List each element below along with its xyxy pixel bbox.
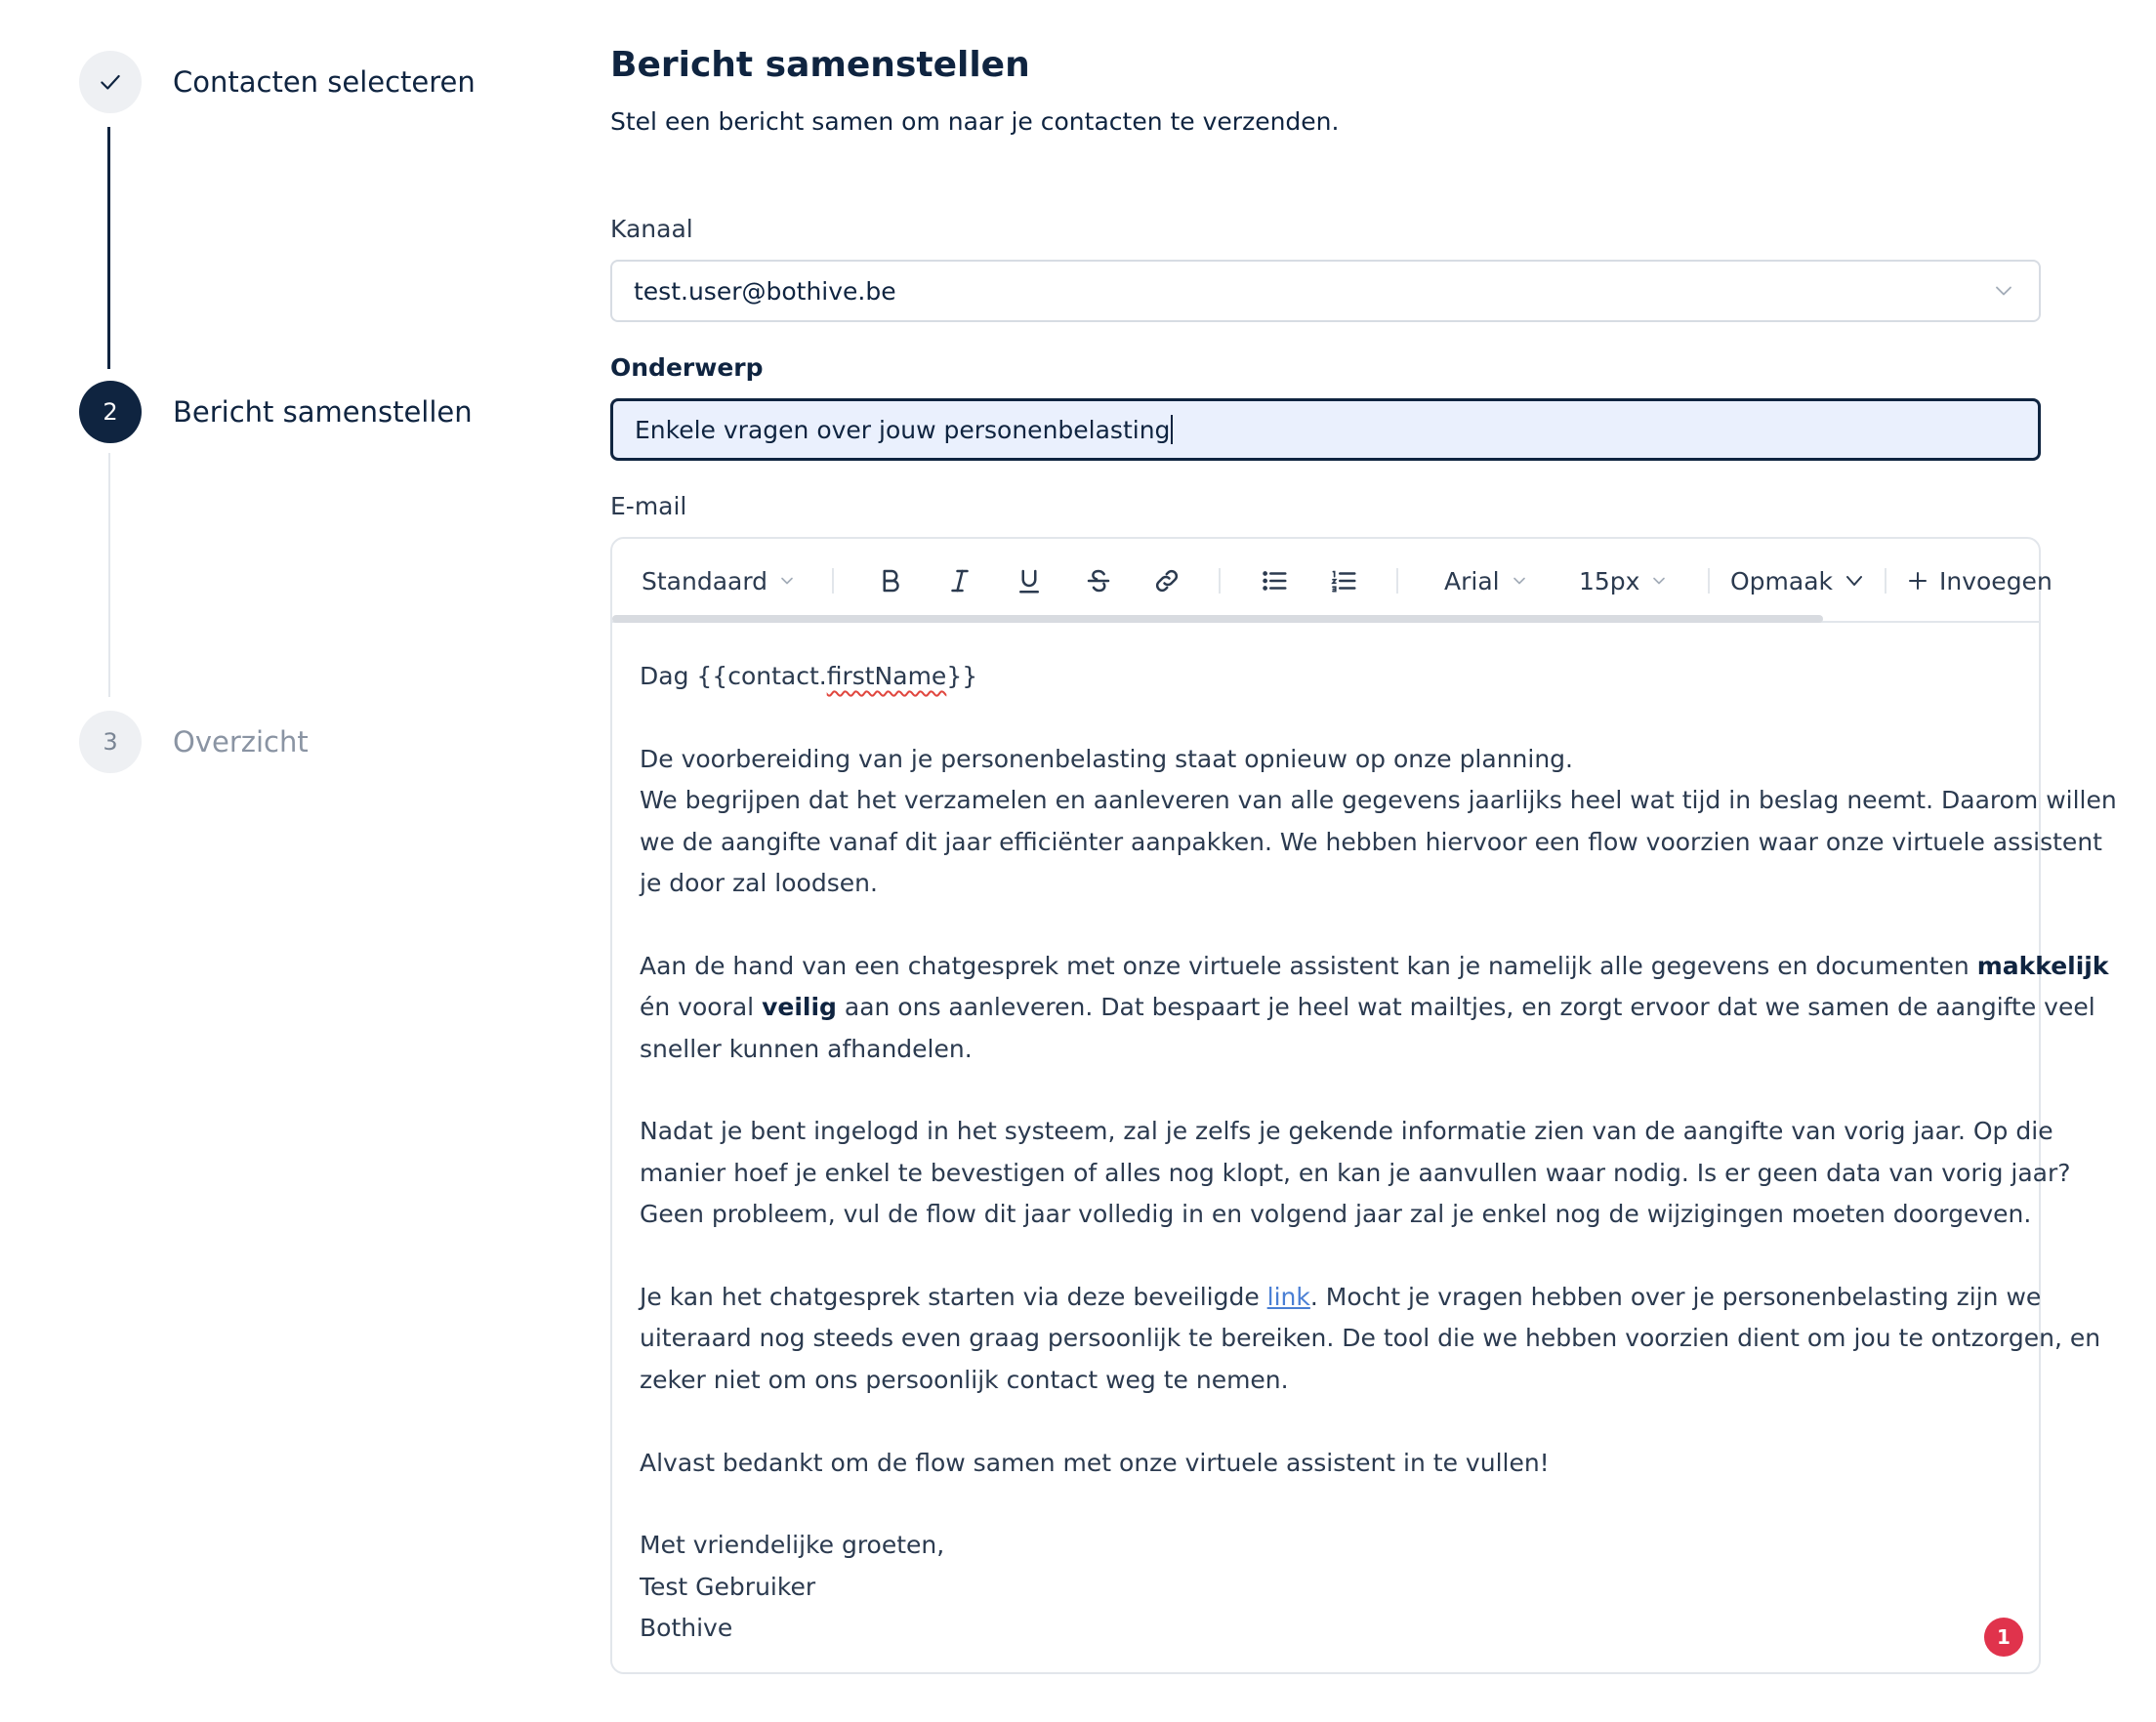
- channel-label: Kanaal: [610, 215, 693, 243]
- subject-input-value: Enkele vragen over jouw personenbelasting: [635, 415, 1171, 444]
- bullet-list-button[interactable]: [1259, 539, 1290, 623]
- editor-toolbar: [612, 539, 2052, 623]
- spelling-error-word: firstName: [826, 662, 947, 690]
- email-greeting: Dag {{contact.firstName}}: [640, 662, 978, 690]
- channel-select-value: test.user@bothive.be: [634, 276, 896, 306]
- email-editor[interactable]: [610, 537, 2117, 1674]
- toolbar-divider: [1396, 568, 1398, 594]
- chevron-down-icon: [1510, 571, 1529, 591]
- step-3-indicator: 3: [79, 711, 142, 773]
- toolbar-divider: [832, 568, 834, 594]
- font-family-value: Arial: [1444, 566, 1500, 595]
- font-size-value: 15px: [1579, 566, 1640, 595]
- email-paragraph-line: én vooral veilig aan ons aanleveren. Dat bespaart je heel wat mailtjes, en zorgt ervoor dat we samen de aangifte veel: [640, 993, 2095, 1022]
- step-3-label: Overzicht: [173, 725, 309, 758]
- stepper: [0, 0, 547, 879]
- font-size-dropdown[interactable]: [1579, 539, 1669, 623]
- link-icon: [1152, 566, 1182, 595]
- insert-menu-button[interactable]: [1906, 539, 2052, 623]
- strikethrough-icon: [1084, 566, 1113, 595]
- toolbar-scrollbar[interactable]: [612, 615, 1823, 623]
- email-paragraph-line: Alvast bedankt om de flow samen met onze virtuele assistent in te vullen!: [640, 1448, 1550, 1477]
- italic-icon: [945, 566, 974, 595]
- subject-label: Onderwerp: [610, 353, 764, 382]
- underline-icon: [1015, 566, 1044, 595]
- numbered-list-button[interactable]: [1328, 539, 1359, 623]
- chevron-down-icon: [777, 571, 797, 591]
- email-paragraph-line: We begrijpen dat het verzamelen en aanleveren van alle gegevens jaarlijks heel wat tijd in beslag neemt. Daarom willen: [640, 786, 2117, 815]
- email-paragraph-line: De voorbereiding van je personenbelasting staat opnieuw op onze planning.: [640, 744, 1573, 773]
- font-family-dropdown[interactable]: [1444, 539, 1529, 623]
- block-format-value: Standaard: [642, 566, 768, 595]
- email-paragraph-line: zeker niet om ons persoonlijk contact weg te nemen.: [640, 1365, 1289, 1394]
- format-menu-button[interactable]: [1730, 539, 1866, 623]
- email-paragraph-line: je door zal loodsen.: [640, 869, 878, 898]
- bold-text: veilig: [762, 993, 837, 1022]
- subject-input[interactable]: [610, 398, 2041, 461]
- email-paragraph-line: we de aangifte vanaf dit jaar efficiënter aanpakken. We hebben hiervoor een flow voorzien waar onze virtuele assistent: [640, 827, 2102, 856]
- block-format-dropdown[interactable]: [642, 539, 797, 623]
- step-contacten-selecteren[interactable]: [79, 51, 476, 113]
- email-paragraph-line: sneller kunnen afhandelen.: [640, 1034, 973, 1063]
- chevron-down-icon: [1649, 571, 1669, 591]
- email-paragraph-line: Geen probleem, vul de flow dit jaar volledig in en volgend jaar zal je enkel nog de wijzigingen moeten doorgeven.: [640, 1200, 2032, 1229]
- step-1-label: Contacten selecteren: [173, 65, 476, 99]
- email-paragraph-line: Nadat je bent ingelogd in het systeem, zal je zelfs je gekende informatie zien van de aangifte van vorig jaar. Op die: [640, 1117, 2053, 1146]
- text-caret: [1171, 415, 1173, 444]
- step-1-indicator: [79, 51, 142, 113]
- toolbar-divider: [1885, 568, 1886, 594]
- chevron-down-icon: [1843, 569, 1866, 593]
- email-signature-line: Met vriendelijke groeten,: [640, 1531, 945, 1560]
- step-connector-completed: [107, 127, 110, 369]
- insert-menu-label: Invoegen: [1939, 566, 2052, 595]
- numbered-list-icon: [1328, 566, 1359, 595]
- bold-icon: [876, 566, 905, 595]
- step-overzicht[interactable]: [79, 711, 309, 773]
- checkmark-icon: [98, 69, 123, 95]
- channel-select[interactable]: [610, 260, 2041, 322]
- secure-link[interactable]: link: [1266, 1283, 1310, 1312]
- email-paragraph-line: Je kan het chatgesprek starten via deze beveiligde link. Mocht je vragen hebben over je personenbelasting zijn we: [640, 1283, 2042, 1312]
- email-body[interactable]: [640, 656, 2117, 1650]
- italic-button[interactable]: [945, 539, 974, 623]
- step-2-label: Bericht samenstellen: [173, 395, 473, 429]
- notification-badge[interactable]: 1: [1984, 1618, 2023, 1657]
- toolbar-divider: [1708, 568, 1710, 594]
- email-paragraph-line: uiteraard nog steeds even graag persoonlijk te bereiken. De tool die we hebben voorzien dient om jou te ontzorgen, en: [640, 1324, 2101, 1353]
- step-bericht-samenstellen[interactable]: [79, 381, 473, 443]
- email-label: E-mail: [610, 492, 687, 520]
- email-signature-line: Bothive: [640, 1614, 733, 1643]
- bold-text: makkelijk: [1976, 951, 2109, 980]
- strikethrough-button[interactable]: [1084, 539, 1113, 623]
- format-menu-label: Opmaak: [1730, 566, 1834, 595]
- page-title: Bericht samenstellen: [610, 45, 1030, 85]
- step-connector-pending: [108, 453, 110, 697]
- page-subtitle: Stel een bericht samen om naar je contacten te verzenden.: [610, 107, 1340, 136]
- chevron-down-icon: [1990, 277, 2017, 305]
- underline-button[interactable]: [1015, 539, 1044, 623]
- email-paragraph-line: manier hoef je enkel te bevestigen of alles nog klopt, en kan je aanvullen waar nodig. Is er geen data van vorig jaar?: [640, 1158, 2071, 1187]
- bullet-list-icon: [1259, 566, 1290, 595]
- link-button[interactable]: [1152, 539, 1182, 623]
- email-paragraph-line: Aan de hand van een chatgesprek met onze virtuele assistent kan je namelijk alle gegevens en documenten makkelijk: [640, 951, 2109, 980]
- toolbar-divider: [1219, 568, 1221, 594]
- bold-button[interactable]: [876, 539, 905, 623]
- step-2-indicator: 2: [79, 381, 142, 443]
- email-signature-line: Test Gebruiker: [640, 1572, 816, 1601]
- plus-icon: [1906, 569, 1929, 593]
